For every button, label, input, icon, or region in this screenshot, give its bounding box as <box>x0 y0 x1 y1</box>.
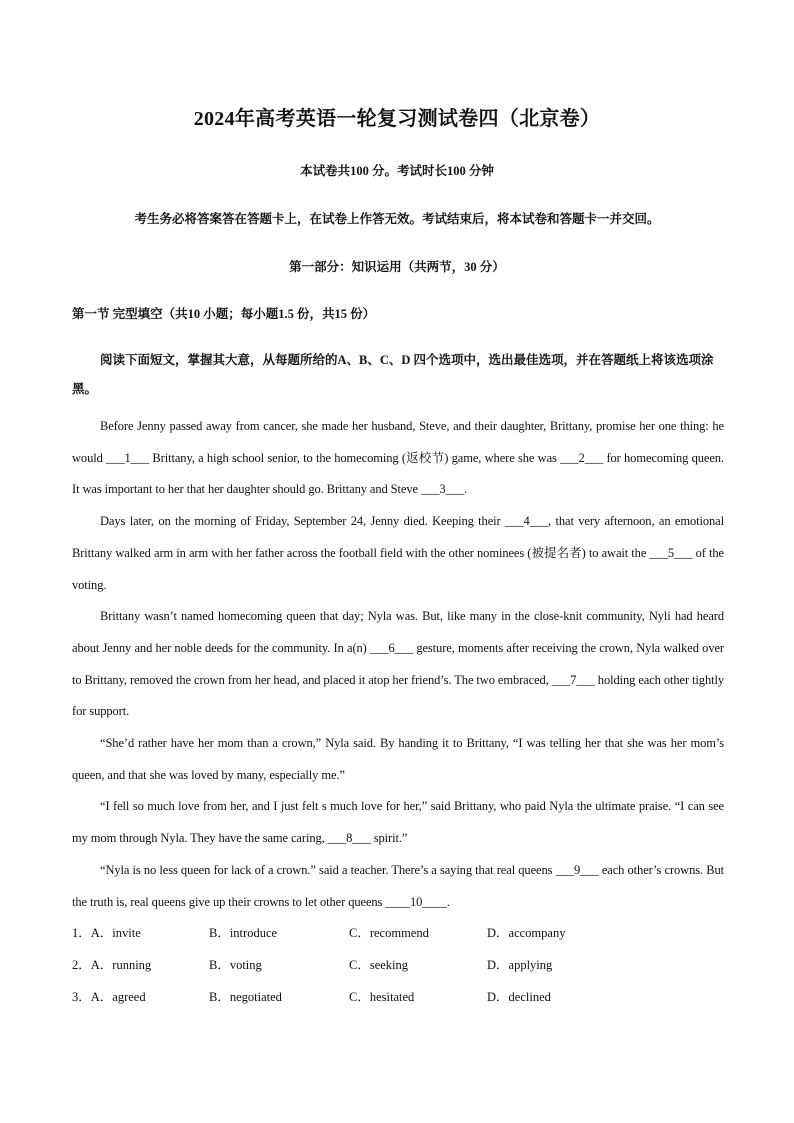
question-row <box>72 983 724 1015</box>
passage-paragraph: “She’d rather have her mom than a crown,” Nyla said. By handing it to Brittany, “I was telling her that she was her mom’s queen, and that she was loved by many, especially me.” <box>72 736 724 782</box>
answer-options <box>72 919 724 1015</box>
option-b: B．negotiated <box>209 990 282 1004</box>
option-a: 2．A．running <box>72 958 152 972</box>
exam-notice: 考生务必将答案答在答题卡上，在试卷上作答无效。考试结束后，将本试卷和答题卡一并交回。 <box>134 212 660 226</box>
option-c: C．seeking <box>349 958 409 972</box>
page-title: 2024年高考英语一轮复习测试卷四（北京卷） <box>193 108 601 130</box>
section-instruction: 阅读下面短文，掌握其大意，从每题所给的A、B、C、D 四个选项中，选出最佳选项，并在答题纸上将该选项涂黑。 <box>72 353 714 396</box>
option-b: B．introduce <box>209 926 278 940</box>
option-d: D．declined <box>487 990 551 1004</box>
part-heading: 第一部分：知识运用（共两节，30 分） <box>289 260 505 274</box>
section-heading: 第一节 完型填空（共10 小题；每小题1.5 份，共15 份） <box>72 307 376 321</box>
option-d: D．accompany <box>487 926 566 940</box>
question-row <box>72 951 724 983</box>
exam-info: 本试卷共100 分。考试时长100 分钟 <box>300 164 494 178</box>
reading-passage <box>72 411 724 918</box>
passage-paragraph: Before Jenny passed away from cancer, she made her husband, Steve, and their daughter, Brittany, promise her one thing: he would ___1___ Brittany, a high school senior, to the homecoming (返校节) game, where she was ___2___ for homecoming queen. It was important to her that her daughter should go. Brittany and Steve ___3___. <box>72 419 724 497</box>
option-b: B．voting <box>209 958 262 972</box>
option-c: C．recommend <box>349 926 429 940</box>
option-a: 3．A．agreed <box>72 990 146 1004</box>
option-a: 1．A．invite <box>72 926 141 940</box>
passage-paragraph: Brittany wasn’t named homecoming queen that day; Nyla was. But, like many in the close-knit community, Nyli had heard about Jenny and her noble deeds for the community. In a(n) ___6___ gesture, moments after receiving the crown, Nyla walked over to Brittany, removed the crown from her head, and placed it atop her friend’s. The two embraced, ___7___ holding each other tightly for support. <box>72 609 724 719</box>
question-number: 2． <box>72 958 91 972</box>
question-row <box>72 919 724 951</box>
passage-paragraph: “I fell so much love from her, and I just felt s much love for her,” said Brittany, who paid Nyla the ultimate praise. “I can see my mom through Nyla. They have the same caring, ___8___ spirit.” <box>72 799 724 846</box>
option-c: C．hesitated <box>349 990 415 1004</box>
passage-paragraph: “Nyla is no less queen for lack of a crown.” said a teacher. There’s a saying that real queens ___9___ each other’s crowns. But the truth is, real queens give up their crowns to let other queens ____10____. <box>72 862 724 909</box>
option-d: D．applying <box>487 958 553 972</box>
question-number: 1． <box>72 926 91 940</box>
passage-paragraph: Days later, on the morning of Friday, September 24, Jenny died. Keeping their ___4___, that very afternoon, an emotional Brittany walked arm in arm with her father across the football field with the other nominees (被提名者) to await the ___5___ of the voting. <box>72 514 724 592</box>
question-number: 3． <box>72 990 91 1004</box>
